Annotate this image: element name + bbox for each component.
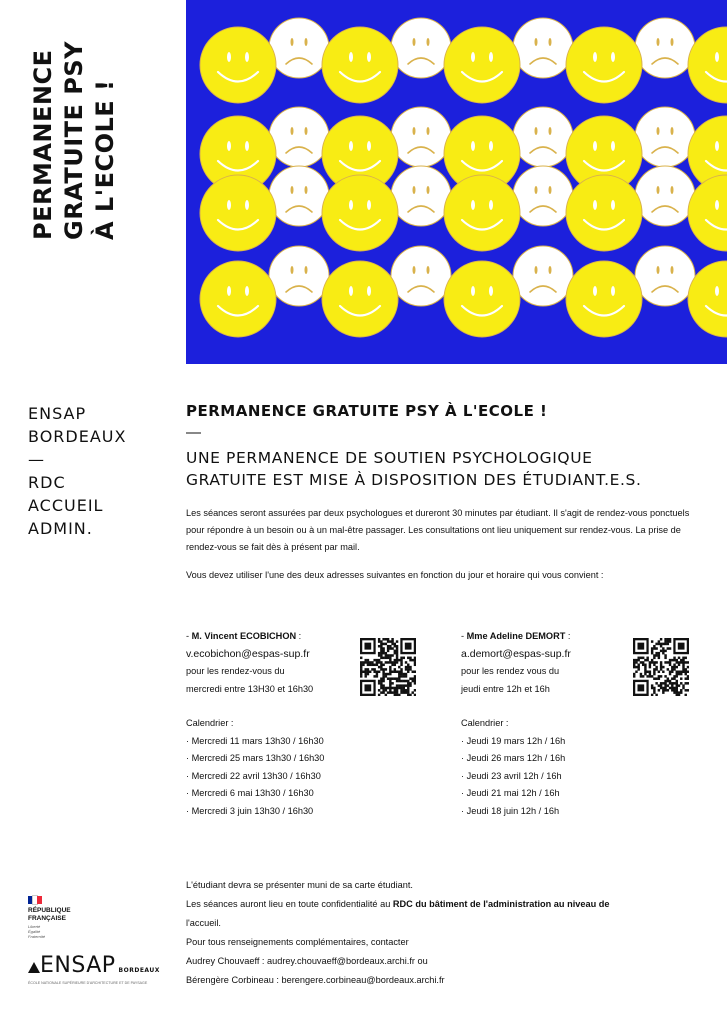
smiley-happy-icon — [322, 27, 398, 103]
sidebar-line: — — [28, 450, 45, 469]
ensap-logo-text: ENSAP — [40, 953, 116, 978]
smiley-happy-icon — [566, 175, 642, 251]
smiley-sad-icon — [635, 107, 695, 167]
smiley-artwork — [186, 0, 727, 364]
main-content — [186, 402, 706, 580]
title-dash: — — [186, 424, 201, 441]
contact-name-bold: M. Vincent ECOBICHON — [191, 631, 297, 641]
footer-contact-2-email[interactable]: berengere.corbineau@bordeaux.archi.fr — [281, 975, 445, 985]
smiley-sad-icon — [269, 166, 329, 226]
french-flag-icon — [28, 896, 42, 904]
calendar-list — [186, 733, 436, 821]
vertical-title — [0, 0, 186, 364]
logo-block — [28, 896, 168, 985]
qr-code-icon[interactable] — [633, 638, 689, 696]
calendar-date: · Mercredi 6 mai 13h30 / 16h30 — [186, 788, 314, 798]
footer-contact-1 — [186, 952, 706, 971]
calendar-date: · Mercredi 11 mars 13h30 / 16h30 — [186, 735, 324, 746]
calendar-date: · Jeudi 26 mars 12h / 16h — [461, 753, 566, 763]
rf-motto-line: Liberté — [28, 924, 41, 929]
subtitle — [186, 447, 706, 491]
ensap-subtitle: ÉCOLE NATIONALE SUPÉRIEURE D'ARCHITECTURE ET DE PAYSAGE — [28, 981, 148, 985]
location-sidebar — [28, 402, 168, 540]
footer-line-2-bold: RDC du bâtiment de l'administration au niveau de — [392, 899, 610, 909]
smiley-happy-icon — [444, 175, 520, 251]
smiley-sad-icon — [513, 166, 573, 226]
smiley-sad-icon — [513, 246, 573, 306]
footer-contact-1-tail: ou — [414, 956, 428, 966]
smiley-sad-icon — [391, 18, 451, 78]
smiley-sad-icon — [635, 18, 695, 78]
calendar-date: · Jeudi 19 mars 12h / 16h — [461, 735, 566, 746]
contact-email[interactable]: a.demort@espas-sup.fr — [461, 647, 571, 660]
smiley-sad-icon — [635, 166, 695, 226]
smiley-happy-icon — [566, 27, 642, 103]
qr-code-icon[interactable] — [360, 638, 416, 696]
contact-note-2: jeudi entre 12h et 16h — [461, 683, 550, 694]
page-title: PERMANENCE GRATUITE PSY À L'ECOLE ! — [186, 402, 548, 420]
smiley-happy-icon — [322, 261, 398, 337]
rf-motto — [28, 924, 168, 939]
calendar-date: · Mercredi 25 mars 13h30 / 16h30 — [186, 753, 325, 763]
smiley-grid — [186, 0, 727, 364]
footer-line-1: L'étudiant devra se présenter muni de sa carte étudiant. — [186, 880, 413, 890]
contact-suffix: : — [565, 631, 571, 641]
vertical-title-line-3: À L'ECOLE ! — [91, 79, 119, 240]
smiley-sad-icon — [269, 18, 329, 78]
ensap-triangle-icon — [28, 959, 40, 973]
calendar-date: · Mercredi 22 avril 13h30 / 16h30 — [186, 770, 321, 781]
rf-motto-line: Fraternité — [28, 934, 46, 939]
sidebar-line: BORDEAUX — [28, 427, 127, 446]
flag-stripe — [37, 896, 42, 904]
contact-name-bold: Mme Adeline DEMORT — [466, 631, 566, 641]
calendar-date: · Jeudi 21 mai 12h / 16h — [461, 788, 560, 798]
contact-suffix: : — [296, 631, 302, 641]
sidebar-line: ENSAP — [28, 404, 87, 423]
footer-line-2-text: Les séances auront lieu en toute confidentialité au — [186, 899, 393, 909]
smiley-happy-icon — [200, 175, 276, 251]
calendar-date: · Mercredi 3 juin 13h30 / 16h30 — [186, 805, 314, 816]
subtitle-line-1: UNE PERMANENCE DE SOUTIEN PSYCHOLOGIQUE — [186, 449, 593, 467]
smiley-happy-icon — [200, 261, 276, 337]
calendar-date: · Jeudi 23 avril 12h / 16h — [461, 770, 562, 781]
smiley-happy-icon — [444, 27, 520, 103]
smiley-happy-icon — [322, 175, 398, 251]
vertical-title-line-2: GRATUITE PSY — [60, 40, 88, 240]
intro-paragraph: Vous devez utiliser l'une des deux adresses suivantes en fonction du jour et horaire qui vous convient : — [186, 570, 604, 580]
smiley-sad-icon — [269, 246, 329, 306]
rf-motto-line: Égalité — [28, 929, 41, 934]
smiley-sad-icon — [391, 107, 451, 167]
subtitle-line-2: GRATUITE EST MISE À DISPOSITION DES ÉTUDIANT.E.S. — [186, 471, 642, 489]
smiley-happy-icon — [566, 261, 642, 337]
smiley-sad-icon — [513, 107, 573, 167]
contact-prefix: - — [186, 631, 192, 641]
contact-note-2: mercredi entre 13H30 et 16h30 — [186, 683, 314, 694]
smiley-happy-icon — [444, 261, 520, 337]
sidebar-line: ACCUEIL — [28, 496, 104, 515]
vertical-title-line-1: PERMANENCE — [29, 49, 57, 240]
republique-francaise-logo — [28, 907, 168, 922]
sidebar-line: ADMIN. — [28, 519, 93, 538]
calendar-title: Calendrier : — [186, 718, 234, 728]
calendar-list — [461, 733, 711, 821]
rf-line-2: FRANÇAISE — [28, 914, 66, 922]
footer-contact-1-name: Audrey Chouvaeff : — [186, 956, 268, 966]
sidebar-line: RDC — [28, 473, 66, 492]
calendar-title: Calendrier : — [461, 718, 509, 728]
footer-contact-2 — [186, 971, 706, 990]
smiley-sad-icon — [635, 246, 695, 306]
footer-line-3: Pour tous renseignements complémentaires, contacter — [186, 937, 409, 947]
body-paragraph: Les séances seront assurées par deux psychologues et dureront 30 minutes par étudiant. Il s'agit de rendez-vous ponctuels pour répondre à un besoin ou à un mal-être passager. Les consultations ont lieu uniquement sur rendez-vous. La prise de rendez-vous se fait dès à présent par mail. — [186, 508, 690, 552]
rf-line-1: RÉPUBLIQUE — [28, 907, 71, 914]
smiley-sad-icon — [269, 107, 329, 167]
smiley-sad-icon — [513, 18, 573, 78]
footer-line-2 — [186, 895, 706, 914]
calendar-date: · Jeudi 18 juin 12h / 16h — [461, 805, 560, 816]
contact-prefix: - — [461, 631, 467, 641]
smiley-happy-icon — [200, 27, 276, 103]
contact-email[interactable]: v.ecobichon@espas-sup.fr — [186, 647, 310, 660]
smiley-sad-icon — [391, 166, 451, 226]
contact-note-1: pour les rendez vous du — [461, 666, 560, 676]
contact-note-1: pour les rendez-vous du — [186, 666, 285, 676]
ensap-logo-tag: BORDEAUX — [118, 967, 160, 974]
footer-contact-1-email[interactable]: audrey.chouvaeff@bordeaux.archi.fr — [267, 956, 415, 966]
ensap-logo — [28, 953, 168, 978]
footer-contact-2-name: Bérengère Corbineau : — [186, 975, 282, 985]
footer-line-2-cont: l'accueil. — [186, 918, 221, 928]
footer-info — [186, 876, 706, 990]
smiley-sad-icon — [391, 246, 451, 306]
